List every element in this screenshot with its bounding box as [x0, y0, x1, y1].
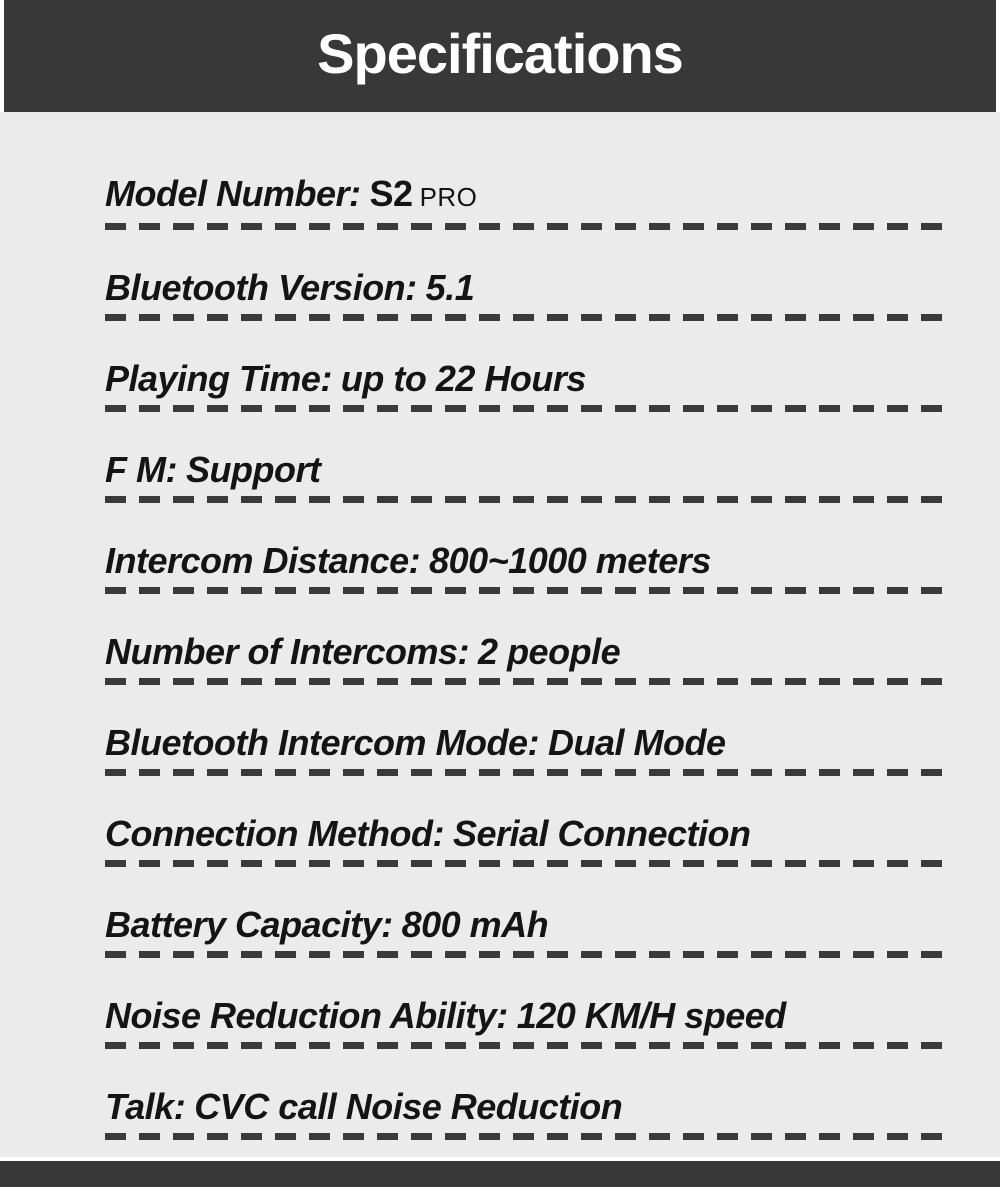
- spec-row-bluetooth-version: [105, 243, 952, 334]
- dashed-divider: [105, 860, 952, 867]
- spec-value-suffix: PRO: [419, 182, 478, 212]
- spec-label: Playing Time:: [105, 358, 332, 399]
- spec-row-playing-time: [105, 334, 952, 425]
- spec-text: [105, 997, 952, 1035]
- dashed-divider: [105, 314, 952, 321]
- dashed-divider: [105, 496, 952, 503]
- spec-text: [105, 269, 952, 307]
- spec-value: Dual Mode: [547, 722, 726, 763]
- spec-label: Number of Intercoms:: [105, 631, 470, 672]
- spec-row-talk: [105, 1062, 952, 1153]
- footer-bar: [0, 1161, 1000, 1187]
- spec-label: Connection Method:: [105, 813, 444, 854]
- spec-label: F M:: [105, 449, 177, 490]
- spec-row-model-number: [105, 152, 952, 243]
- spec-row-connection-method: [105, 789, 952, 880]
- spec-label: Bluetooth Version:: [105, 267, 417, 308]
- header-bar: [4, 0, 996, 112]
- spec-value: up to 22 Hours: [340, 358, 586, 399]
- dashed-divider: [105, 678, 952, 685]
- spec-row-intercom-distance: [105, 516, 952, 607]
- spec-text: [105, 906, 952, 944]
- spec-value: 800 mAh: [401, 904, 549, 945]
- spec-text: [105, 633, 952, 671]
- spec-row-number-of-intercoms: [105, 607, 952, 698]
- spec-row-noise-reduction: [105, 971, 952, 1062]
- dashed-divider: [105, 1133, 952, 1140]
- spec-value: 5.1: [425, 267, 475, 308]
- spec-text: [105, 175, 952, 216]
- spec-text: [105, 815, 952, 853]
- spec-value: CVC call Noise Reduction: [194, 1086, 623, 1127]
- spec-list: [0, 112, 1000, 1157]
- spec-row-battery-capacity: [105, 880, 952, 971]
- spec-text: [105, 724, 952, 762]
- spec-label: Intercom Distance:: [105, 540, 421, 581]
- spec-label: Noise Reduction Ability:: [105, 995, 508, 1036]
- dashed-divider: [105, 769, 952, 776]
- dashed-divider: [105, 405, 952, 412]
- spec-text: [105, 542, 952, 580]
- spec-row-fm: [105, 425, 952, 516]
- dashed-divider: [105, 223, 952, 230]
- page-title: Specifications: [317, 22, 683, 85]
- spec-label: Model Number:: [105, 173, 361, 214]
- spec-row-bluetooth-intercom-mode: [105, 698, 952, 789]
- spec-text: [105, 1088, 952, 1126]
- spec-value: Support: [185, 449, 321, 490]
- dashed-divider: [105, 587, 952, 594]
- dashed-divider: [105, 1042, 952, 1049]
- spec-label: Bluetooth Intercom Mode:: [105, 722, 539, 763]
- spec-text: [105, 360, 952, 398]
- spec-value: 2 people: [478, 631, 621, 672]
- spec-value: Serial Connection: [452, 813, 751, 854]
- spec-value: 120 KM/H speed: [516, 995, 786, 1036]
- spec-value: 800~1000 meters: [429, 540, 711, 581]
- spec-label: Battery Capacity:: [105, 904, 393, 945]
- dashed-divider: [105, 951, 952, 958]
- spec-text: [105, 451, 952, 489]
- spec-label: Talk:: [105, 1086, 186, 1127]
- spec-value: S2: [369, 173, 413, 214]
